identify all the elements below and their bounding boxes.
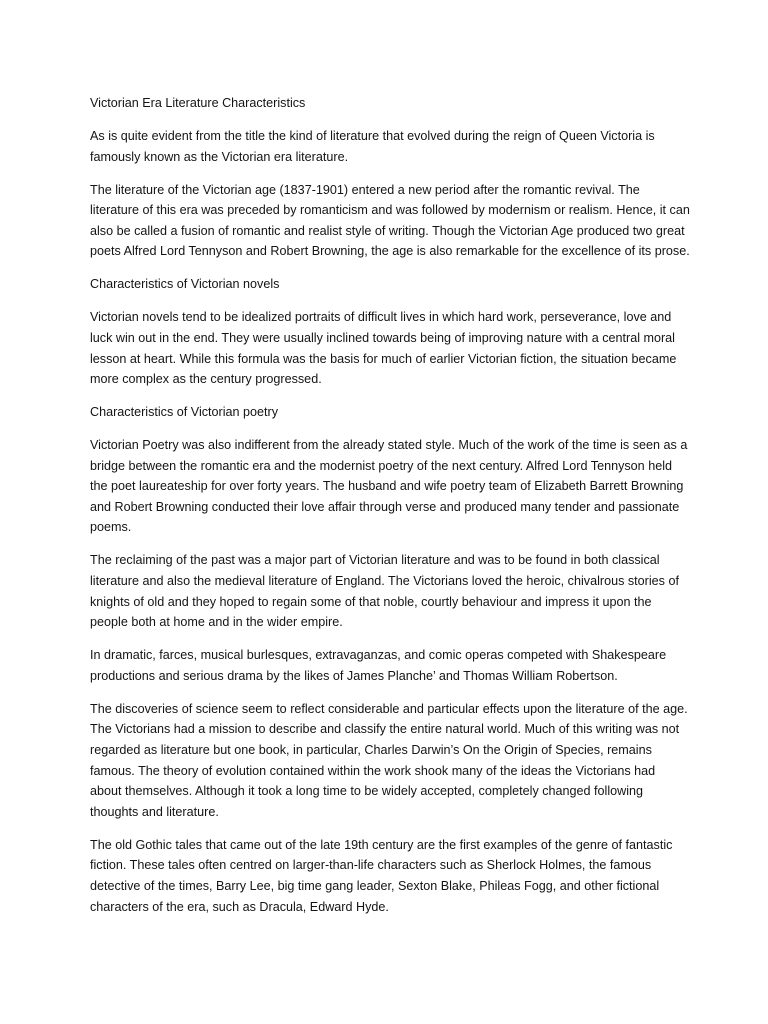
paragraph: Victorian Poetry was also indifferent from the already stated style. Much of the work of the time is seen as a bridge between the romantic era and the modernist poetry of the next century. Alfred Lord Tennyson held the poet laureateship for over forty years. The husband and wife poetry team of Elizabeth Barrett Browning and Robert Browning conducted their love affair through verse and produced many tender and passionate poems. [90, 438, 688, 535]
paragraph: As is quite evident from the title the kind of literature that evolved during the reign of Queen Victoria is famously known as the Victorian era literature. [90, 128, 655, 164]
document-page [90, 93, 690, 929]
paragraph: The discoveries of science seem to reflect considerable and particular effects upon the literature of the age. The Victorians had a mission to describe and classify the entire natural world. Much of this writing was not regarded as literature but one book, in particular, Charles Darwin’s On the Origin of Species, remains famous. The theory of evolution contained within the work shook many of the ideas the Victorians had about themselves. Although it took a long time to be widely accepted, completely changed following thoughts and literature. [90, 701, 688, 819]
paragraph: Victorian novels tend to be idealized portraits of difficult lives in which hard work, perseverance, love and luck win out in the end. They were usually inclined towards being of improving nature with a central moral lesson at heart. While this formula was the basis for much of earlier Victorian fiction, the situation became more complex as the century progressed. [90, 310, 677, 387]
section-heading: Characteristics of Victorian novels [90, 277, 280, 292]
paragraph: The reclaiming of the past was a major part of Victorian literature and was to be found in both classical literature and also the medieval literature of England. The Victorians loved the heroic, chivalrous stories of knights of old and they hoped to regain some of that noble, courtly behaviour and impress it upon the people both at home and in the wider empire. [90, 553, 679, 630]
paragraph: The literature of the Victorian age (1837-1901) entered a new period after the romantic revival. The literature of this era was preceded by romanticism and was followed by modernism or realism. Hence, it can also be called a fusion of romantic and realist style of writing. Though the Victorian Age produced two great poets Alfred Lord Tennyson and Robert Browning, the age is also remarkable for the excellence of its prose. [90, 182, 690, 259]
document-title: Victorian Era Literature Characteristics [90, 96, 306, 110]
paragraph: In dramatic, farces, musical burlesques, extravaganzas, and comic operas competed with Shakespeare productions and serious drama by the likes of James Planche’ and Thomas William Robertson. [90, 648, 667, 683]
section-heading: Characteristics of Victorian poetry [90, 405, 279, 420]
paragraph: The old Gothic tales that came out of the late 19th century are the first examples of the genre of fantastic fiction. These tales often centred on larger-than-life characters such as Sherlock Holmes, the famous detective of the times, Barry Lee, big time gang leader, Sexton Blake, Phileas Fogg, and other fictional characters of the era, such as Dracula, Edward Hyde. [90, 837, 673, 914]
